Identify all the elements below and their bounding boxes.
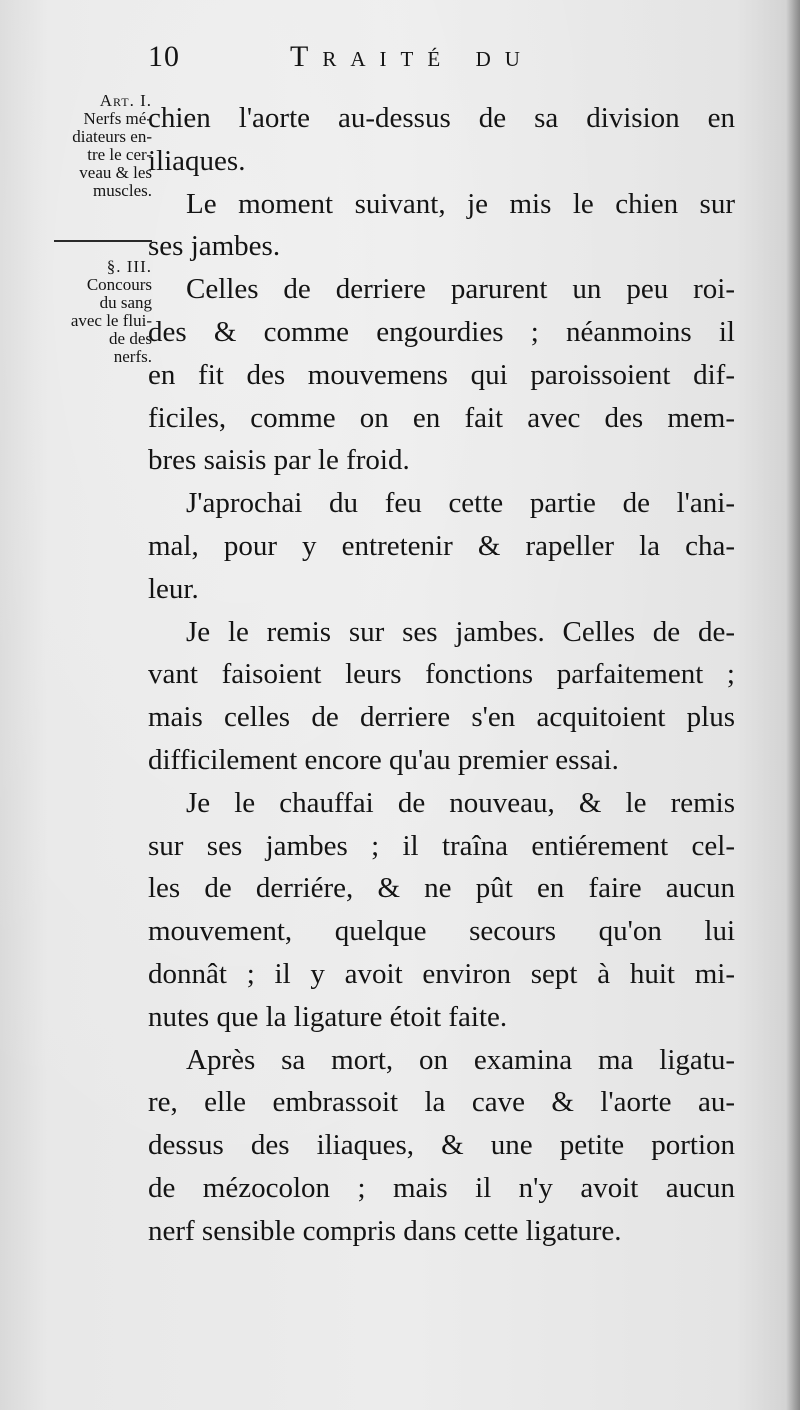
margin-note-line: muscles.: [92, 181, 152, 200]
page-number: 10: [148, 40, 180, 73]
page-spine-shadow: [786, 0, 800, 1410]
margin-notes: [34, 91, 152, 366]
text-line: dessus des iliaques, & une petite portion: [148, 1129, 735, 1162]
margin-note-line: Nerfs mé-: [83, 109, 152, 128]
text-line: bres saisis par le froid.: [148, 444, 410, 477]
text-line: J'aprochai du feu cette partie de l'ani-: [186, 487, 735, 520]
margin-note-line: Concours: [86, 275, 152, 294]
text-line: re, elle embrassoit la cave & l'aorte au-: [148, 1086, 735, 1119]
text-line: mais celles de derriere s'en acquitoient plus: [148, 701, 735, 734]
text-line: Le moment suivant, je mis le chien sur: [186, 187, 735, 220]
text-line: en fit des mouvemens qui paroissoient dif-: [148, 358, 735, 391]
margin-note-line: tre le cer-: [87, 145, 152, 164]
text-line: Après sa mort, on examina ma ligatu-: [186, 1043, 735, 1076]
margin-note-line: veau & les: [79, 163, 152, 182]
margin-note-line: Art. I.: [99, 91, 152, 110]
text-line: ses jambes.: [148, 230, 281, 263]
text-line: donnât ; il y avoit environ sept à huit mi-: [148, 957, 735, 990]
margin-note-article: [34, 92, 152, 200]
text-line: des & comme engourdies ; néanmoins il: [148, 315, 735, 348]
page-header: [148, 40, 748, 80]
text-line: sur ses jambes ; il traîna entiérement cel-: [148, 829, 735, 862]
margin-note-line: du sang: [99, 293, 152, 312]
text-line: Celles de derriere parurent un peu roi-: [186, 273, 735, 306]
margin-note-line: diateurs en-: [72, 127, 152, 146]
text-line: mouvement, quelque secours qu'on lui: [148, 915, 735, 948]
margin-note-line: §. III.: [106, 257, 152, 276]
text-line: vant faisoient leurs fonctions parfaitement ;: [148, 658, 735, 691]
margin-note-line: de des: [109, 329, 152, 348]
text-line: Je le remis sur ses jambes. Celles de de-: [186, 615, 735, 648]
text-line: les de derriére, & ne pût en faire aucun: [148, 872, 735, 905]
text-line: iliaques.: [148, 144, 246, 177]
text-line: Je le chauffai de nouveau, & le remis: [186, 786, 735, 819]
margin-note-divider: [54, 240, 152, 242]
text-line: leur.: [148, 572, 199, 605]
margin-note-section: [34, 258, 152, 366]
margin-note-line: nerfs.: [113, 347, 152, 366]
running-title: Traité du: [290, 40, 534, 73]
text-line: nerf sensible compris dans cette ligature.: [148, 1214, 622, 1247]
text-line: de mézocolon ; mais il n'y avoit aucun: [148, 1171, 735, 1204]
text-line: nutes que la ligature étoit faite.: [148, 1000, 508, 1033]
text-line: chien l'aorte au-dessus de sa division en: [148, 102, 735, 134]
text-line: mal, pour y entretenir & rapeller la cha-: [148, 529, 735, 562]
margin-note-line: avec le flui-: [70, 311, 152, 330]
text-line: difficilement encore qu'au premier essai.: [148, 743, 619, 776]
body-text: [148, 97, 735, 1253]
text-line: ficiles, comme on en fait avec des mem-: [148, 401, 735, 434]
